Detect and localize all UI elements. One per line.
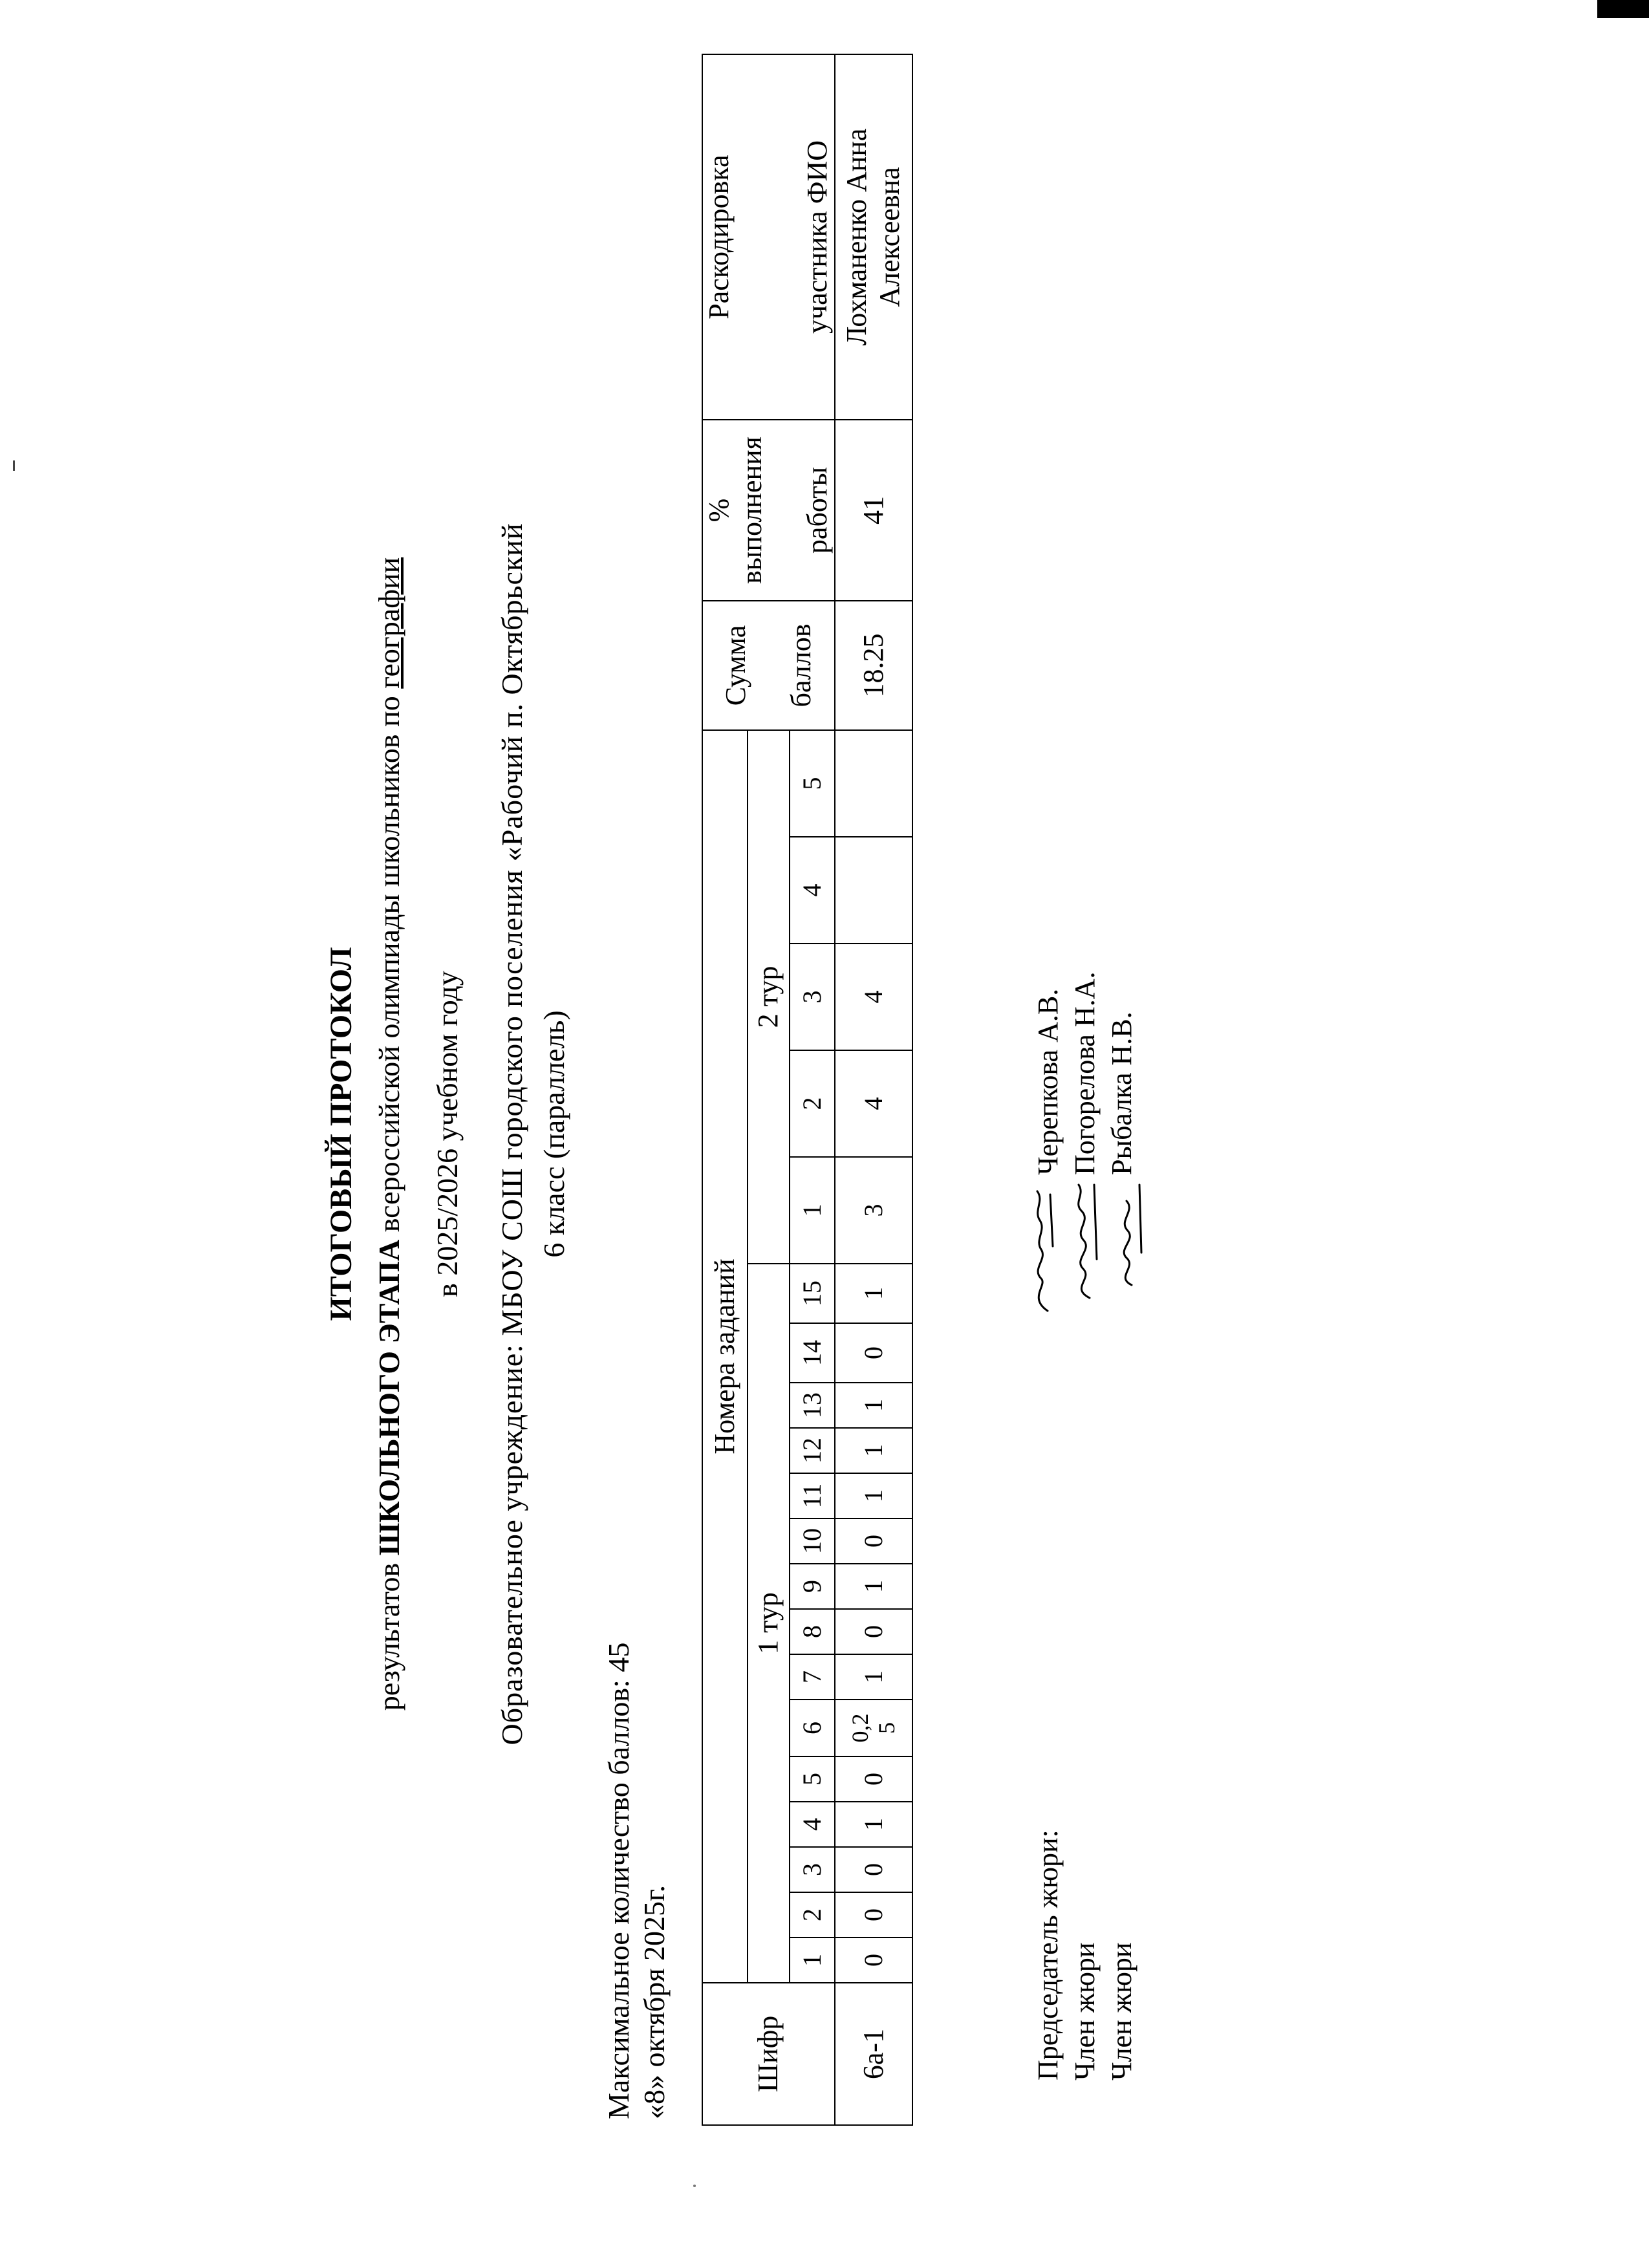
task-number: 10: [790, 1518, 835, 1564]
task-number: 12: [790, 1428, 835, 1473]
tasks-header: Номера заданий: [702, 730, 748, 1983]
round1-header: 1 тур: [748, 1264, 790, 1983]
task-number: 4: [790, 1802, 835, 1847]
academic-year: в 2025/2026 учебном году: [431, 971, 464, 1297]
task-score: 1: [835, 1564, 912, 1609]
task-score: 4: [835, 944, 912, 1050]
protocol-title: ИТОГОВЫЙ ПРОТОКОЛ: [324, 947, 358, 1321]
round2-header: 2 тур: [748, 730, 790, 1264]
total-score: 18.25: [835, 601, 912, 730]
cipher-header: Шифр: [702, 1983, 835, 2125]
task-score: 1: [835, 1473, 912, 1518]
jury-member-name: Погорелова Н.А.: [1069, 971, 1101, 1175]
task-score: 1: [835, 1428, 912, 1473]
decode-header: [702, 54, 835, 420]
protocol-date: «8» октября 2025г.: [638, 1885, 671, 2119]
task-score: 0: [835, 1323, 912, 1383]
task-number: 11: [790, 1473, 835, 1518]
decode-header-line-2: участника ФИО: [801, 140, 834, 334]
percent-header: [702, 420, 835, 601]
jury-chair-name: Черепкова А.В.: [1032, 988, 1064, 1175]
subtitle-middle: всероссийской олимпиады школьников по: [372, 696, 405, 1233]
decode-header-line-1: Раскодировка: [703, 155, 735, 319]
results-table: [702, 54, 913, 2126]
protocol-subtitle: [372, 0, 406, 2268]
task-score: [835, 837, 912, 944]
task-number: 9: [790, 1564, 835, 1609]
task-number: 6: [790, 1700, 835, 1756]
task-number: 1: [790, 1157, 835, 1264]
percent-header-line-3: работы: [801, 466, 834, 554]
percent-header-line-1: %: [703, 498, 735, 523]
task-score: 0: [835, 1756, 912, 1802]
max-score: Максимальное количество баллов: 45: [602, 1642, 635, 2119]
task-number: 13: [790, 1383, 835, 1428]
signature-chair: [1037, 1191, 1053, 1311]
institution: Образовательное учреждение: МБОУ СОШ городского поселения «Рабочий п. Октябрьский: [495, 523, 528, 1745]
completion-percent: 41: [835, 420, 912, 601]
task-number: 2: [790, 1892, 835, 1938]
sum-header-line-1: Сумма: [719, 625, 751, 706]
task-score: 1: [835, 1264, 912, 1323]
signature-member-1: [1079, 1185, 1097, 1298]
task-number: 5: [790, 730, 835, 837]
class-parallel: 6 класс (параллель): [537, 1010, 570, 1258]
subtitle-prefix: результатов: [372, 1562, 405, 1711]
task-number: 15: [790, 1264, 835, 1323]
task-score: 3: [835, 1157, 912, 1264]
task-number: 2: [790, 1050, 835, 1157]
task-score: 0: [835, 1609, 912, 1654]
task-number: 1: [790, 1938, 835, 1983]
participant-name: [835, 54, 912, 420]
participant-name-line-1: Лохманенко Анна: [841, 128, 873, 346]
task-number: 14: [790, 1323, 835, 1383]
task-score: 0: [835, 1938, 912, 1983]
jury-member-label: Член жюри: [1106, 1942, 1137, 2080]
task-number: 4: [790, 837, 835, 944]
participant-name-line-2: Алексеевна: [874, 167, 905, 307]
jury-member-label: Член жюри: [1069, 1942, 1101, 2080]
jury-member-name: Рыбалка Н.В.: [1106, 1011, 1137, 1175]
task-score: [835, 730, 912, 837]
task-score: 1: [835, 1802, 912, 1847]
task-score: 0: [835, 1847, 912, 1892]
participant-cipher: 6а-1: [835, 1983, 912, 2125]
participant-row: [835, 54, 912, 2125]
subtitle-stage: ШКОЛЬНОГО ЭТАПА: [372, 1239, 405, 1556]
task-number: 7: [790, 1654, 835, 1700]
task-score: 1: [835, 1383, 912, 1428]
task-number: 8: [790, 1609, 835, 1654]
percent-header-line-2: выполнения: [735, 437, 768, 584]
task-score: 0,2 5: [835, 1700, 912, 1756]
sum-header: [702, 601, 835, 730]
task-score: 1: [835, 1654, 912, 1700]
task-number: 5: [790, 1756, 835, 1802]
task-score: 4: [835, 1050, 912, 1157]
signature-member-2: [1124, 1185, 1141, 1285]
jury-chair-label: Председатель жюри:: [1032, 1830, 1064, 2080]
task-score: 0: [835, 1518, 912, 1564]
task-score: 0: [835, 1892, 912, 1938]
task-number: 3: [790, 1847, 835, 1892]
task-number: 3: [790, 944, 835, 1050]
sum-header-line-2: баллов: [784, 623, 817, 707]
subtitle-subject: географии: [372, 557, 405, 689]
jury-signatures: [970, 1182, 1164, 1324]
